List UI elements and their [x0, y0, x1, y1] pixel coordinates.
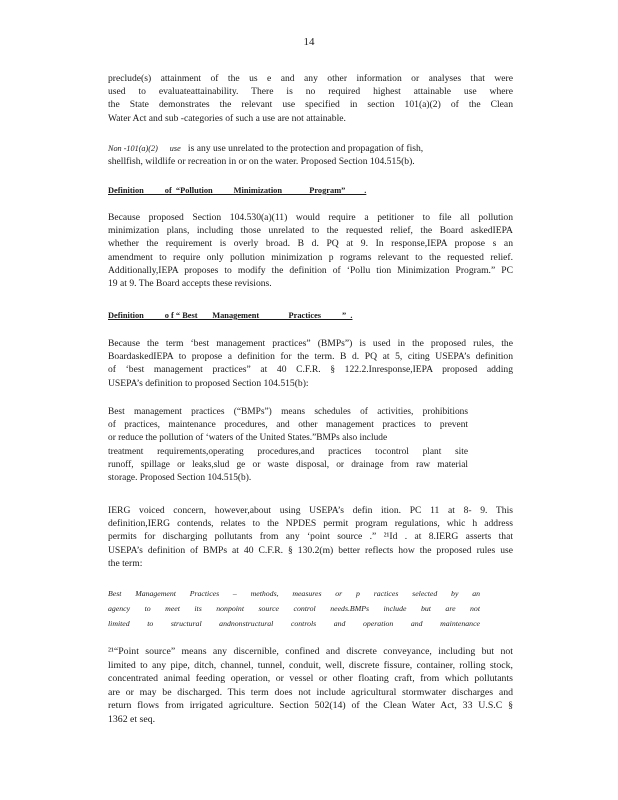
quote-line: or reduce the pollution of ‘waters of the United States.”BMPs also include — [108, 433, 388, 444]
text-line: whether the requirement is overly broad. B d. PQ at 9. In response,IEPA propose s an — [108, 238, 513, 250]
text-line: minimization plans, including those unrelated to the requested relief, the Board askedIEPA — [108, 225, 513, 237]
paragraph-attainability — [108, 72, 513, 125]
section-heading-best-management-practices: Definition o f “ Best Management Practices ” . — [108, 311, 353, 320]
quote-line: Best Management Practices – methods, measures or p ractices selected by an — [108, 589, 480, 598]
paragraph-bmps — [108, 337, 513, 390]
text-line: used to evaluateattainability. There is no required highest attainable use where — [108, 86, 513, 98]
quote-line: agency to meet its nonpoint source control needs.BMPs include but are not — [108, 604, 480, 613]
block-quote-ierg-definition — [108, 586, 480, 631]
page-number: 14 — [303, 36, 315, 48]
text-fragment: is any use unrelated to the protection and propagation of fish, — [187, 143, 424, 154]
footnote-line: return flows from irrigated agriculture. Section 502(14) of the Clean Water Act, 33 U.S.C § — [108, 700, 513, 712]
paragraph-pollution-minimization — [108, 211, 513, 290]
section-heading-pollution-minimization: Definition of “Pollution Minimization Program” . — [108, 186, 367, 195]
text-line: shellfish, wildlife or recreation in or on the water. Proposed Section 104.515(b). — [108, 156, 415, 168]
text-line: Additionally,IEPA proposes to modify the definition of ‘Pollu tion Minimization Program.” PC — [108, 264, 513, 276]
quote-line: Best management practices (“BMPs”) means schedules of activities, prohibitions — [108, 407, 468, 417]
text-line — [108, 142, 513, 155]
footnote-line: concentrated animal feeding operation, or vessel or other floating craft, from which pollutants — [108, 673, 513, 685]
quote-line: limited to structural andnonstructural controls and operation and maintenance — [108, 619, 480, 628]
footnote-line: limited to any pipe, ditch, channel, tunnel, conduit, well, discrete fissure, container, rolling stock, — [108, 659, 513, 671]
text-line: definition,IERG contends, relates to the NPDES permit program regulations, whic h address — [108, 518, 513, 530]
footnote-line: ²¹“Point source” means any discernible, confined and discrete conveyance, including but not — [108, 646, 513, 657]
text-line: of ‘best management practices” at 40 C.F.R. § 122.2.Inresponse,IEPA proposed adding — [108, 364, 513, 376]
paragraph-non-101-use — [108, 142, 513, 168]
text-line: Because proposed Section 104.530(a)(11) would require a petitioner to file all pollution — [108, 212, 513, 223]
quote-line: treatment requirements,operating procedures,and practices tocontrol plant site — [108, 446, 468, 457]
defined-term: Non -101(a)(2) — [108, 144, 158, 153]
quote-line: of practices, maintenance procedures, and other management practices to prevent — [108, 420, 468, 431]
footnote-line: are or may be discharged. This term does not include agricultural stormwater discharges and — [108, 686, 513, 698]
text-line: USEPA’s definition to proposed Section 104.515(b): — [108, 377, 309, 389]
text-line: the term: — [108, 557, 143, 569]
block-quote-usepa-definition — [108, 406, 468, 485]
quote-line: runoff, spillage or leaks,slud ge or waste disposal, or drainage from raw material — [108, 459, 468, 470]
paragraph-ierg-concern — [108, 504, 513, 570]
text-line: preclude(s) attainment of the us e and any other information or analyses that were — [108, 73, 513, 84]
defined-term-use: use — [169, 144, 181, 153]
text-line: 19 at 9. The Board accepts these revisions. — [108, 277, 272, 289]
text-line: BoardaskedIEPA to propose a definition for the term. B d. PQ at 5, citing USEPA’s definition — [108, 351, 513, 363]
text-line: USEPA’s definition of BMPs at 40 C.F.R. § 130.2(m) better reflects how the proposed rules use — [108, 544, 513, 556]
footnote-line: 1362 et seq. — [108, 713, 156, 725]
text-line: the State demonstrates the relevant use specified in section 101(a)(2) of the Clean — [108, 99, 513, 111]
text-line: Water Act and sub -categories of such a use are not attainable. — [108, 112, 346, 124]
text-line: amendment to require only pollution minimization p rograms relevant to the requested relief. — [108, 251, 513, 263]
quote-line: storage. Proposed Section 104.515(b). — [108, 472, 252, 483]
text-line: IERG voiced concern, however,about using USEPA’s defin ition. PC 11 at 8- 9. This — [108, 505, 513, 516]
footnote-21 — [108, 645, 513, 727]
text-line: permits for discharging pollutants from any ‘point source .” ²¹Id . at 8.IERG asserts that — [108, 531, 513, 543]
text-line: Because the term ‘best management practices” (BMPs”) is used in the proposed rules, the — [108, 338, 513, 349]
